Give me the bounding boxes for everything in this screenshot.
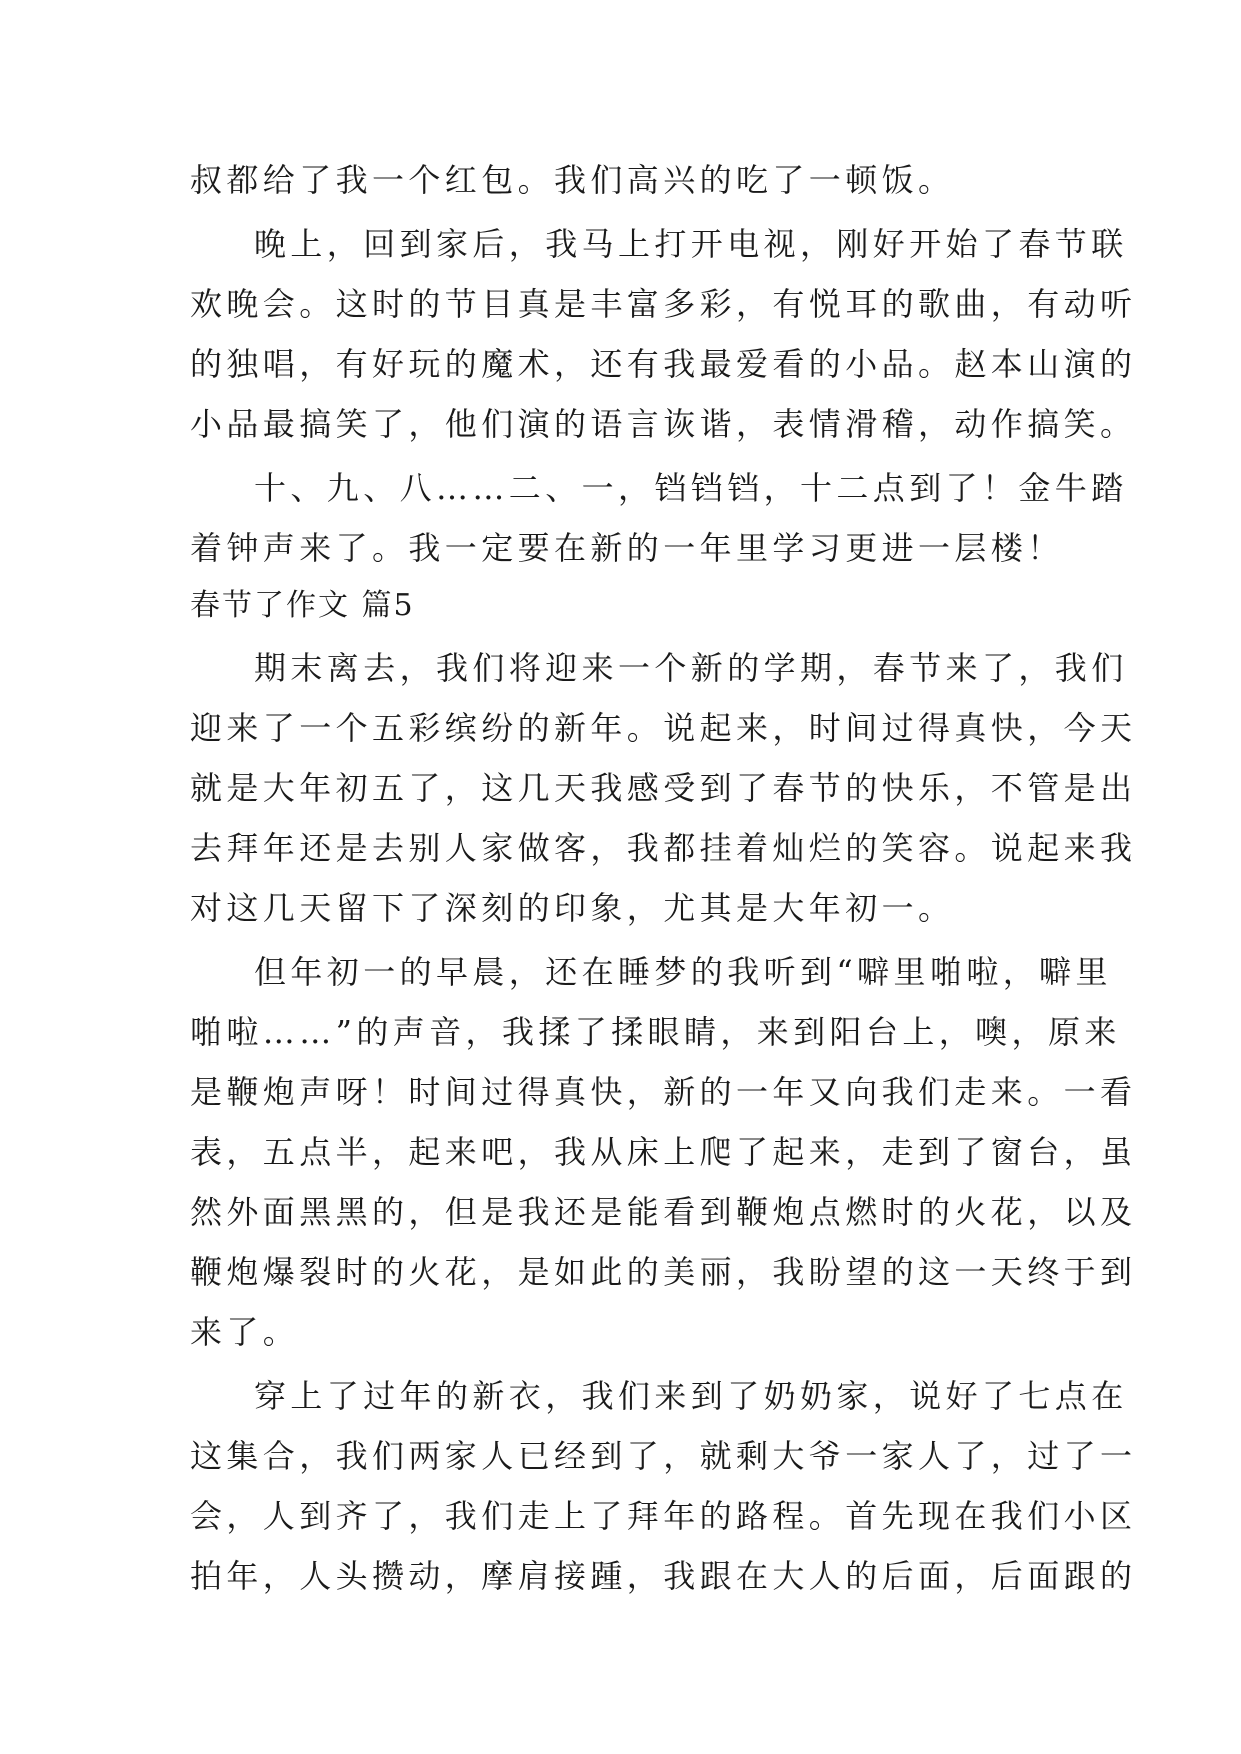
paragraph-line: 穿上了过年的新衣，我们来到了奶奶家，说好了七点在 bbox=[254, 1377, 1128, 1415]
paragraph-line: 然外面黑黑的，但是我还是能看到鞭炮点燃时的火花，以及 bbox=[190, 1193, 1137, 1231]
paragraph-line: 啪啦……”的声音，我揉了揉眼睛，来到阳台上，噢，原来 bbox=[190, 1013, 1121, 1051]
paragraph-line: 小品最搞笑了，他们演的语言诙谐，表情滑稽，动作搞笑。 bbox=[190, 405, 1137, 443]
paragraph-line: 来了。 bbox=[190, 1313, 300, 1351]
paragraph-line: 十、九、八……二、一，铛铛铛，十二点到了！金牛踏 bbox=[254, 469, 1128, 507]
paragraph-line: 就是大年初五了，这几天我感受到了春节的快乐，不管是出 bbox=[190, 769, 1137, 807]
paragraph-line: 去拜年还是去别人家做客，我都挂着灿烂的笑容。说起来我 bbox=[190, 829, 1137, 867]
paragraph-line: 期末离去，我们将迎来一个新的学期，春节来了，我们 bbox=[254, 649, 1128, 687]
paragraph-line: 表，五点半，起来吧，我从床上爬了起来，走到了窗台，虽 bbox=[190, 1133, 1137, 1171]
paragraph-line: 会，人到齐了，我们走上了拜年的路程。首先现在我们小区 bbox=[190, 1497, 1137, 1535]
paragraph-line: 着钟声来了。我一定要在新的一年里学习更进一层楼！ bbox=[190, 529, 1064, 567]
essay-text-block bbox=[190, 150, 1137, 1606]
paragraph-line: 是鞭炮声呀！时间过得真快，新的一年又向我们走来。一看 bbox=[190, 1073, 1137, 1111]
paragraph-line: 但年初一的早晨，还在睡梦的我听到“噼里啪啦，噼里 bbox=[254, 953, 1112, 991]
paragraph-line: 晚上，回到家后，我马上打开电视，刚好开始了春节联 bbox=[254, 225, 1128, 263]
paragraph-line: 的独唱，有好玩的魔术，还有我最爱看的小品。赵本山演的 bbox=[190, 345, 1137, 383]
paragraph-line: 拍年，人头攒动，摩肩接踵，我跟在大人的后面，后面跟的 bbox=[190, 1557, 1137, 1595]
paragraph-line: 欢晚会。这时的节目真是丰富多彩，有悦耳的歌曲，有动听 bbox=[190, 285, 1137, 323]
section-heading: 春节了作文 篇5 bbox=[190, 588, 415, 623]
paragraph-line: 鞭炮爆裂时的火花，是如此的美丽，我盼望的这一天终于到 bbox=[190, 1253, 1137, 1291]
paragraph-line: 对这几天留下了深刻的印象，尤其是大年初一。 bbox=[190, 889, 955, 927]
paragraph-line: 迎来了一个五彩缤纷的新年。说起来，时间过得真快，今天 bbox=[190, 709, 1137, 747]
paragraph-line: 叔都给了我一个红包。我们高兴的吃了一顿饭。 bbox=[190, 161, 955, 199]
paragraph-line: 这集合，我们两家人已经到了，就剩大爷一家人了，过了一 bbox=[190, 1437, 1137, 1475]
